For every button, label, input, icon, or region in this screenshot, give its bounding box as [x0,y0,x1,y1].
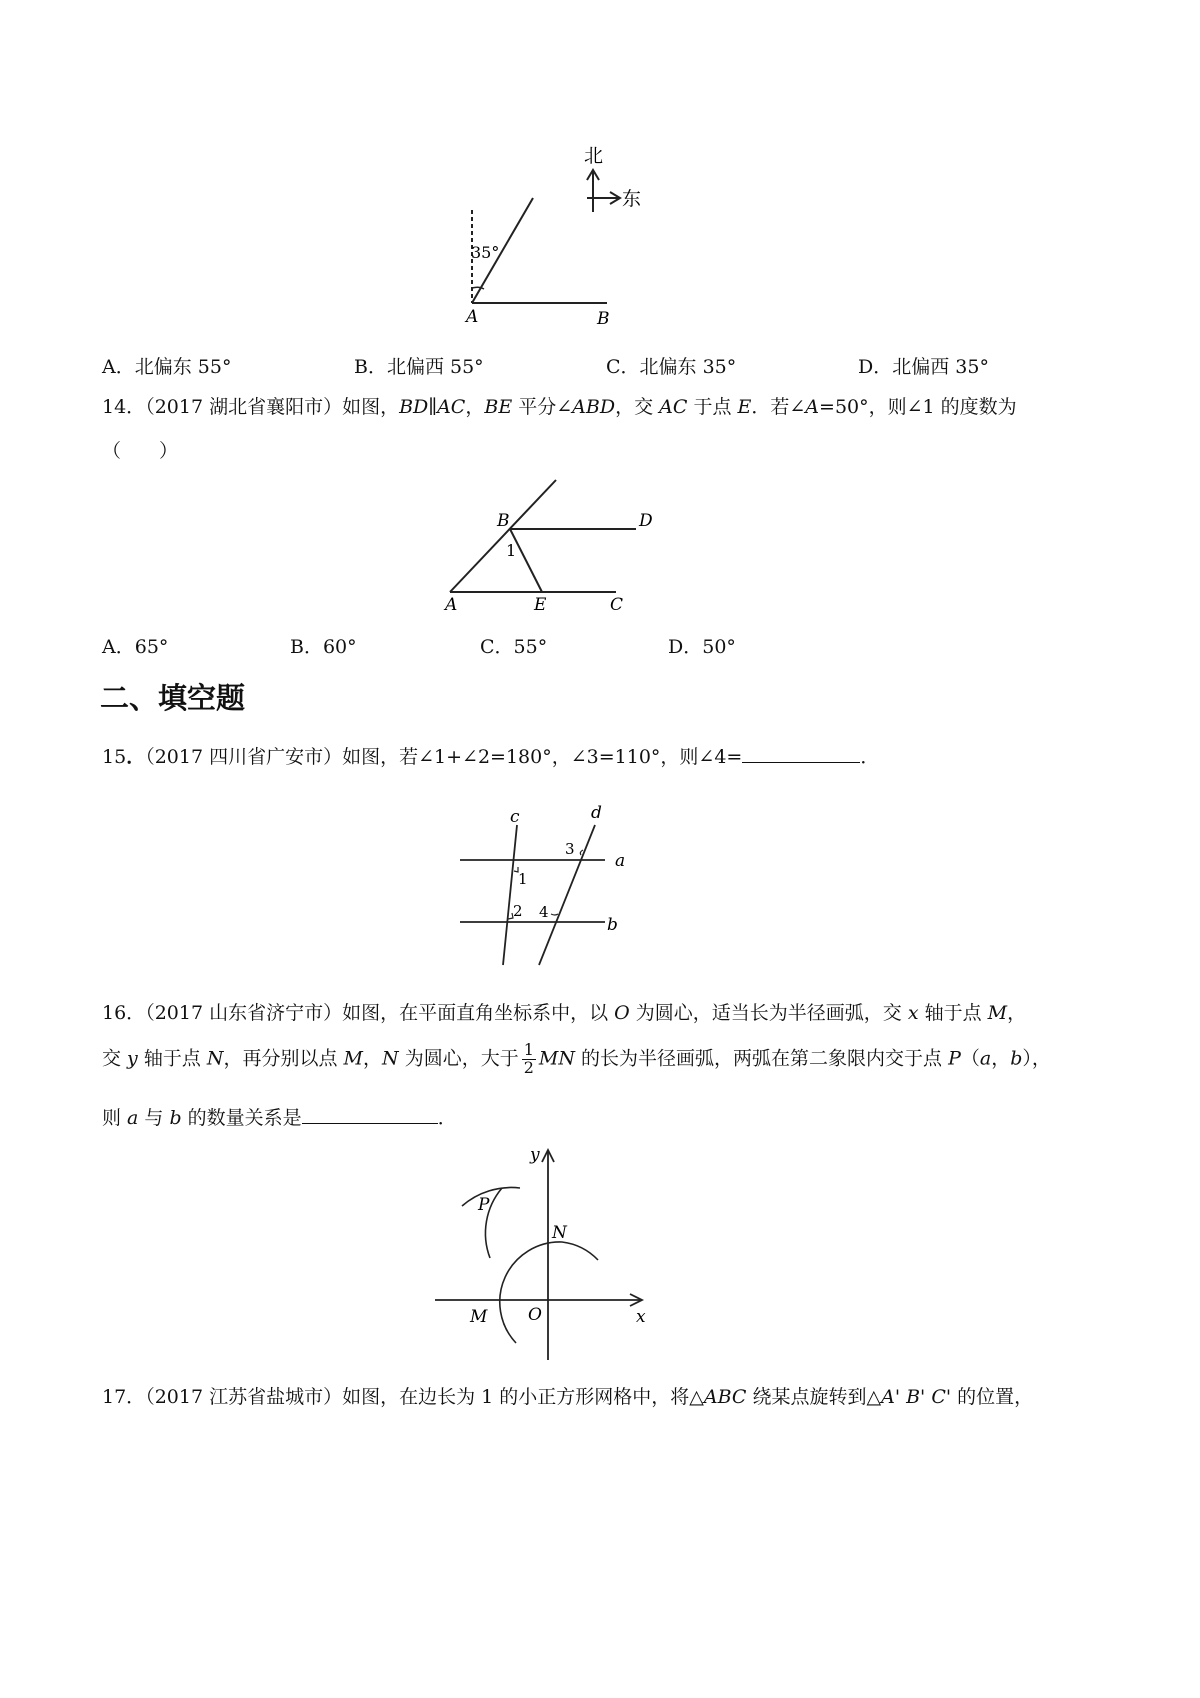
q17-stem: 17．（2017 江苏省盐城市）如图，在边长为 1 的小正方形网格中，将△ABC 绕某点旋转到△A' B' C' 的位置， [102,1386,1034,1408]
q14-option-b[interactable]: B．60° [290,636,357,658]
q16-fraction-half: $\frac{1}{2}$ [523,1040,534,1077]
q13-label-a: A [466,307,479,327]
q14-label-c: C [610,595,624,615]
q13-figure [455,140,655,332]
q16-stem-line-2: 交 y 轴于点 N，再分别以点 M，N 为圆心，大于 $\frac{1}{2}$ MN 的长为半径画弧，两弧在第二象限内交于点 P（a，b）， [102,1040,1051,1077]
q16-answer-blank[interactable] [302,1107,438,1124]
q16-figure [430,1140,660,1365]
q14-option-d[interactable]: D．50° [668,636,736,658]
q15-label-3: 3 [565,840,575,858]
q16-arc-from-m [462,1187,520,1206]
q14-stem: 14．（2017 湖北省襄阳市）如图，BD∥AC，BE 平分∠ABD，交 AC 于点 E．若∠A=50°，则∠1 的度数为 [102,396,1017,418]
q16-label-n: N [552,1223,567,1243]
q16-label-p: P [478,1195,490,1215]
q14-option-a[interactable]: A．65° [102,636,169,658]
q15-label-4: 4 [539,903,549,921]
q16-label-o: O [528,1305,542,1325]
q14-label-a: A [445,595,458,615]
q15-stem: 15．（2017 四川省广安市）如图，若∠1+∠2=180°，∠3=110°，则∠4= ． [102,746,880,768]
q14-label-e: E [534,595,547,615]
compass-east-label: 东 [622,188,642,210]
q15-label-1: 1 [518,870,528,888]
q14-line-ab-extended [450,480,556,592]
q13-angle-arc [472,287,484,289]
q15-label-c: c [510,807,520,827]
compass-north-label: 北 [584,145,604,167]
q16-stem-line-1: 16．（2017 山东省济宁市）如图，在平面直角坐标系中，以 O 为圆心，适当长为半径画弧，交 x 轴于点 M， [102,1002,1027,1024]
q15-label-2: 2 [513,902,523,920]
section-heading-fill-in-blank: 二、填空题 [100,681,246,715]
q14-option-c[interactable]: C．55° [480,636,548,658]
q13-option-a[interactable]: A．北偏东 55° [102,356,232,378]
q13-option-c[interactable]: C．北偏东 35° [606,356,737,378]
q13-label-b: B [597,309,610,329]
q15-label-b: b [607,915,618,935]
q16-label-x: x [636,1307,646,1327]
q14-label-d: D [639,511,653,531]
q14-answer-paren: （ ） [102,440,179,462]
q13-option-b[interactable]: B．北偏西 55° [354,356,484,378]
q15-figure [455,800,655,970]
q13-option-d[interactable]: D．北偏西 35° [858,356,989,378]
q15-label-d: d [591,803,602,823]
q15-answer-blank[interactable] [742,746,860,763]
q14-figure [438,472,670,622]
q15-angle-mark-4 [551,914,558,915]
q14-line-be [510,529,542,592]
q13-angle-label: 35° [471,243,500,262]
q14-label-1: 1 [506,541,517,560]
q16-stem-line-3: 则 a 与 b 的数量关系是 ． [102,1107,457,1129]
q16-label-m: M [470,1307,488,1327]
q16-label-y: y [530,1145,540,1165]
q15-label-a: a [615,851,626,871]
q15-line-c [503,825,517,965]
q14-label-b: B [497,511,510,531]
